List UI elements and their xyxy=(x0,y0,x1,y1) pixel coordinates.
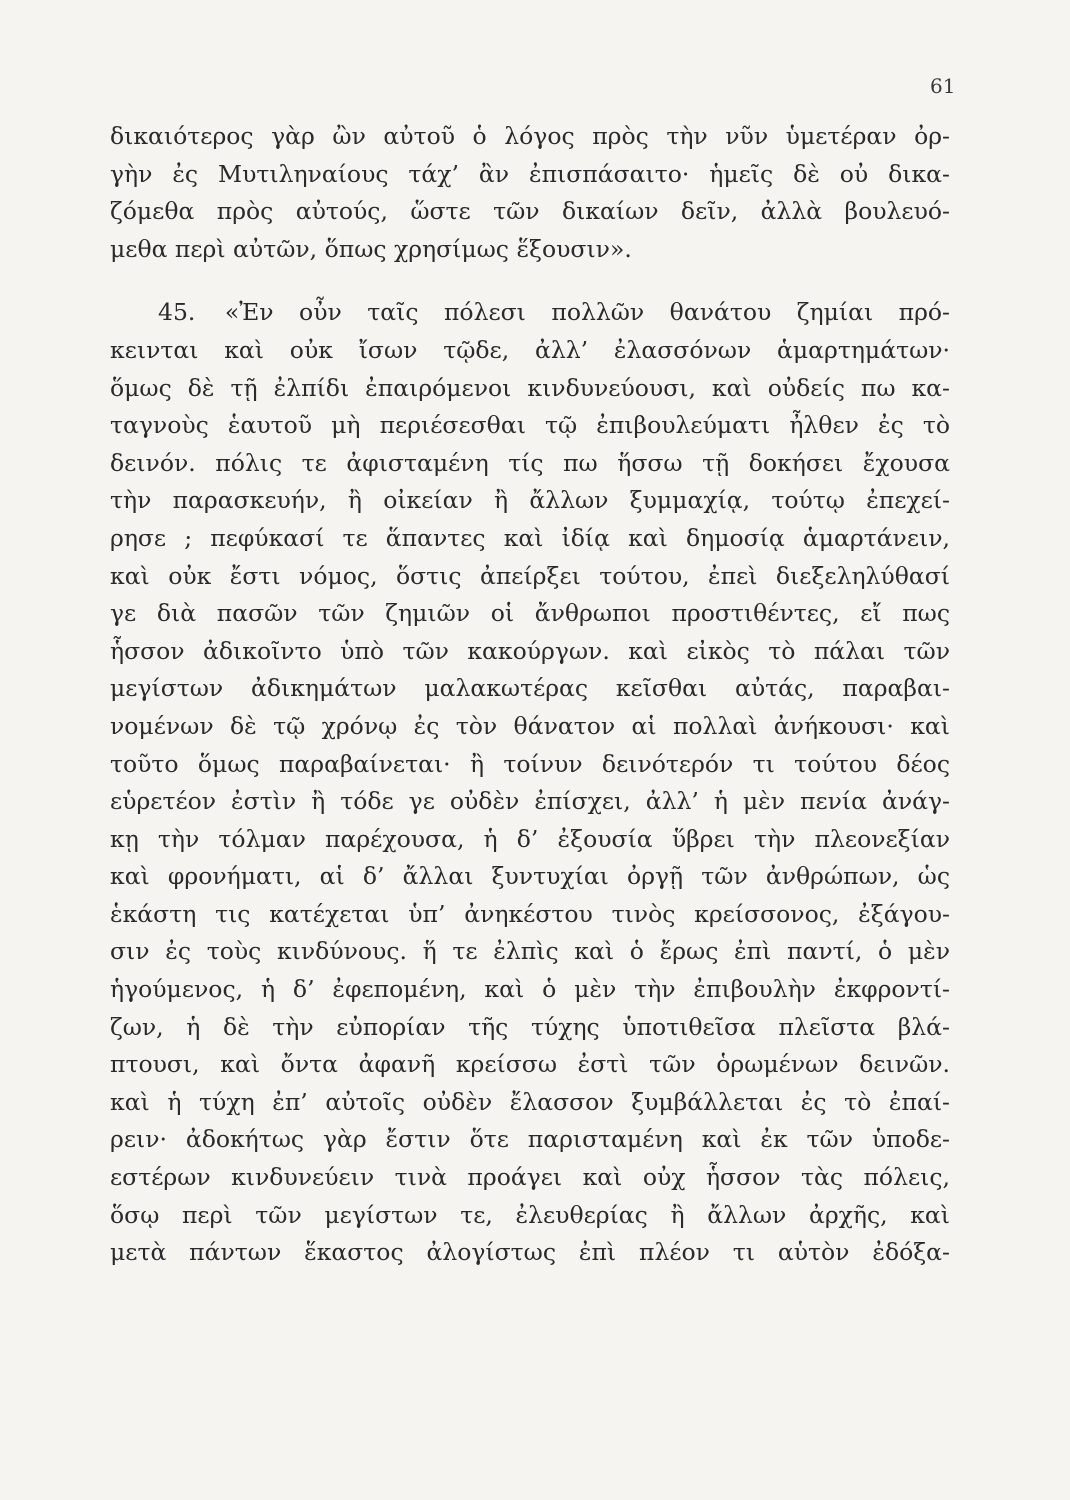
text-line: καὶ ἡ τύχη ἐπ’ αὐτοῖς οὐδὲν ἔλασσον ξυμβάλλεται ἐς τὸ ἐπαί- xyxy=(110,1087,950,1116)
text-line: μεγίστων ἀδικημάτων μαλακωτέρας κεῖσθαι αὐτάς, παραβαι- xyxy=(110,674,950,703)
text-line: ρησε ; πεφύκασί τε ἅπαντες καὶ ἰδίᾳ καὶ δημοσίᾳ ἁμαρτάνειν, xyxy=(110,523,950,552)
paragraph-1 xyxy=(110,118,950,268)
text-line: δεινόν. πόλις τε ἀφισταμένη τίς πω ἥσσω τῇ δοκήσει ἔχουσα xyxy=(110,448,950,477)
text-line: ζων, ἡ δὲ τὴν εὐπορίαν τῆς τύχης ὑποτιθεῖσα πλεῖστα βλά- xyxy=(110,1012,950,1041)
text-line: ἡγούμενος, ἡ δ’ ἐφεπομένη, καὶ ὁ μὲν τὴν ἐπιβουλὴν ἐκφροντί- xyxy=(110,975,950,1004)
text-line: γε διὰ πασῶν τῶν ζημιῶν οἱ ἄνθρωποι προστιθέντες, εἴ πως xyxy=(110,599,950,628)
text-line: σιν ἐς τοὺς κινδύνους. ἥ τε ἐλπὶς καὶ ὁ ἔρως ἐπὶ παντί, ὁ μὲν xyxy=(110,937,950,966)
text-line: κῃ τὴν τόλμαν παρέχουσα, ἡ δ’ ἐξουσία ὕβρει τὴν πλεονεξίαν xyxy=(110,824,950,853)
text-line: νομένων δὲ τῷ χρόνῳ ἐς τὸν θάνατον αἱ πολλαὶ ἀνήκουσι· καὶ xyxy=(110,711,950,740)
paragraph-gap xyxy=(110,268,950,294)
page-number: 61 xyxy=(930,74,956,98)
text-line: δικαιότερος γὰρ ὢν αὐτοῦ ὁ λόγος πρὸς τὴν νῦν ὑμετέραν ὀρ- xyxy=(110,122,950,150)
text-line: τοῦτο ὅμως παραβαίνεται· ἢ τοίνυν δεινότερόν τι τούτου δέος xyxy=(110,749,950,778)
text-line: μεθα περὶ αὐτῶν, ὅπως χρησίμως ἕξουσιν». xyxy=(110,234,632,263)
text-line: πτουσι, καὶ ὄντα ἀφανῆ κρείσσω ἐστὶ τῶν ὁρωμένων δεινῶν. xyxy=(110,1050,950,1079)
text-line: εὑρετέον ἐστὶν ἢ τόδε γε οὐδὲν ἐπίσχει, ἀλλ’ ἡ μὲν πενία ἀνάγ- xyxy=(110,787,950,816)
text-line xyxy=(110,294,950,332)
text-line: μετὰ πάντων ἕκαστος ἀλογίστως ἐπὶ πλέον τι αὑτὸν ἐδόξα- xyxy=(110,1238,950,1267)
text-line-content: «Ἐν οὖν ταῖς πόλεσι πολλῶν θανάτου ζημίαι πρό- xyxy=(224,298,950,327)
text-line: ρειν· ἀδοκήτως γὰρ ἔστιν ὅτε παρισταμένη καὶ ἐκ τῶν ὑποδε- xyxy=(110,1125,950,1154)
text-line: καὶ φρονήματι, αἱ δ’ ἄλλαι ξυντυχίαι ὀργῇ τῶν ἀνθρώπων, ὡς xyxy=(110,862,950,891)
text-line: καὶ οὐκ ἔστι νόμος, ὅστις ἀπείρξει τούτου, ἐπεὶ διεξεληλύθασί xyxy=(110,561,950,590)
text-line: ταγνοὺς ἑαυτοῦ μὴ περιέσεσθαι τῷ ἐπιβουλεύματι ἦλθεν ἐς τὸ xyxy=(110,411,950,440)
text-line: εστέρων κινδυνεύειν τινὰ προάγει καὶ οὐχ ἧσσον τὰς πόλεις, xyxy=(110,1163,950,1192)
text-line: γὴν ἐς Μυτιληναίους τάχ’ ἂν ἐπισπάσαιτο· ἡμεῖς δὲ οὐ δικα- xyxy=(110,159,950,188)
paragraph-2 xyxy=(110,294,950,1271)
text-line: ἧσσον ἀδικοῖντο ὑπὸ τῶν κακούργων. καὶ εἰκὸς τὸ πάλαι τῶν xyxy=(110,636,950,665)
text-line: κεινται καὶ οὐκ ἴσων τῷδε, ἀλλ’ ἐλασσόνων ἁμαρτημάτων· xyxy=(110,335,950,364)
text-line: ὅσῳ περὶ τῶν μεγίστων τε, ἐλευθερίας ἢ ἄλλων ἀρχῆς, καὶ xyxy=(110,1200,950,1229)
text-line: ζόμεθα πρὸς αὐτούς, ὥστε τῶν δικαίων δεῖν, ἀλλὰ βουλευό- xyxy=(110,197,950,226)
text-line: τὴν παρασκευήν, ἢ οἰκείαν ἢ ἄλλων ξυμμαχίᾳ, τούτῳ ἐπεχεί- xyxy=(110,486,950,515)
greek-text-body xyxy=(110,118,950,1272)
chapter-number: 45. xyxy=(158,298,196,327)
text-line: ἑκάστη τις κατέχεται ὑπ’ ἀνηκέστου τινὸς κρείσσονος, ἐξάγου- xyxy=(110,899,950,928)
text-line: ὅμως δὲ τῇ ἐλπίδι ἐπαιρόμενοι κινδυνεύουσι, καὶ οὐδείς πω κα- xyxy=(110,373,950,402)
